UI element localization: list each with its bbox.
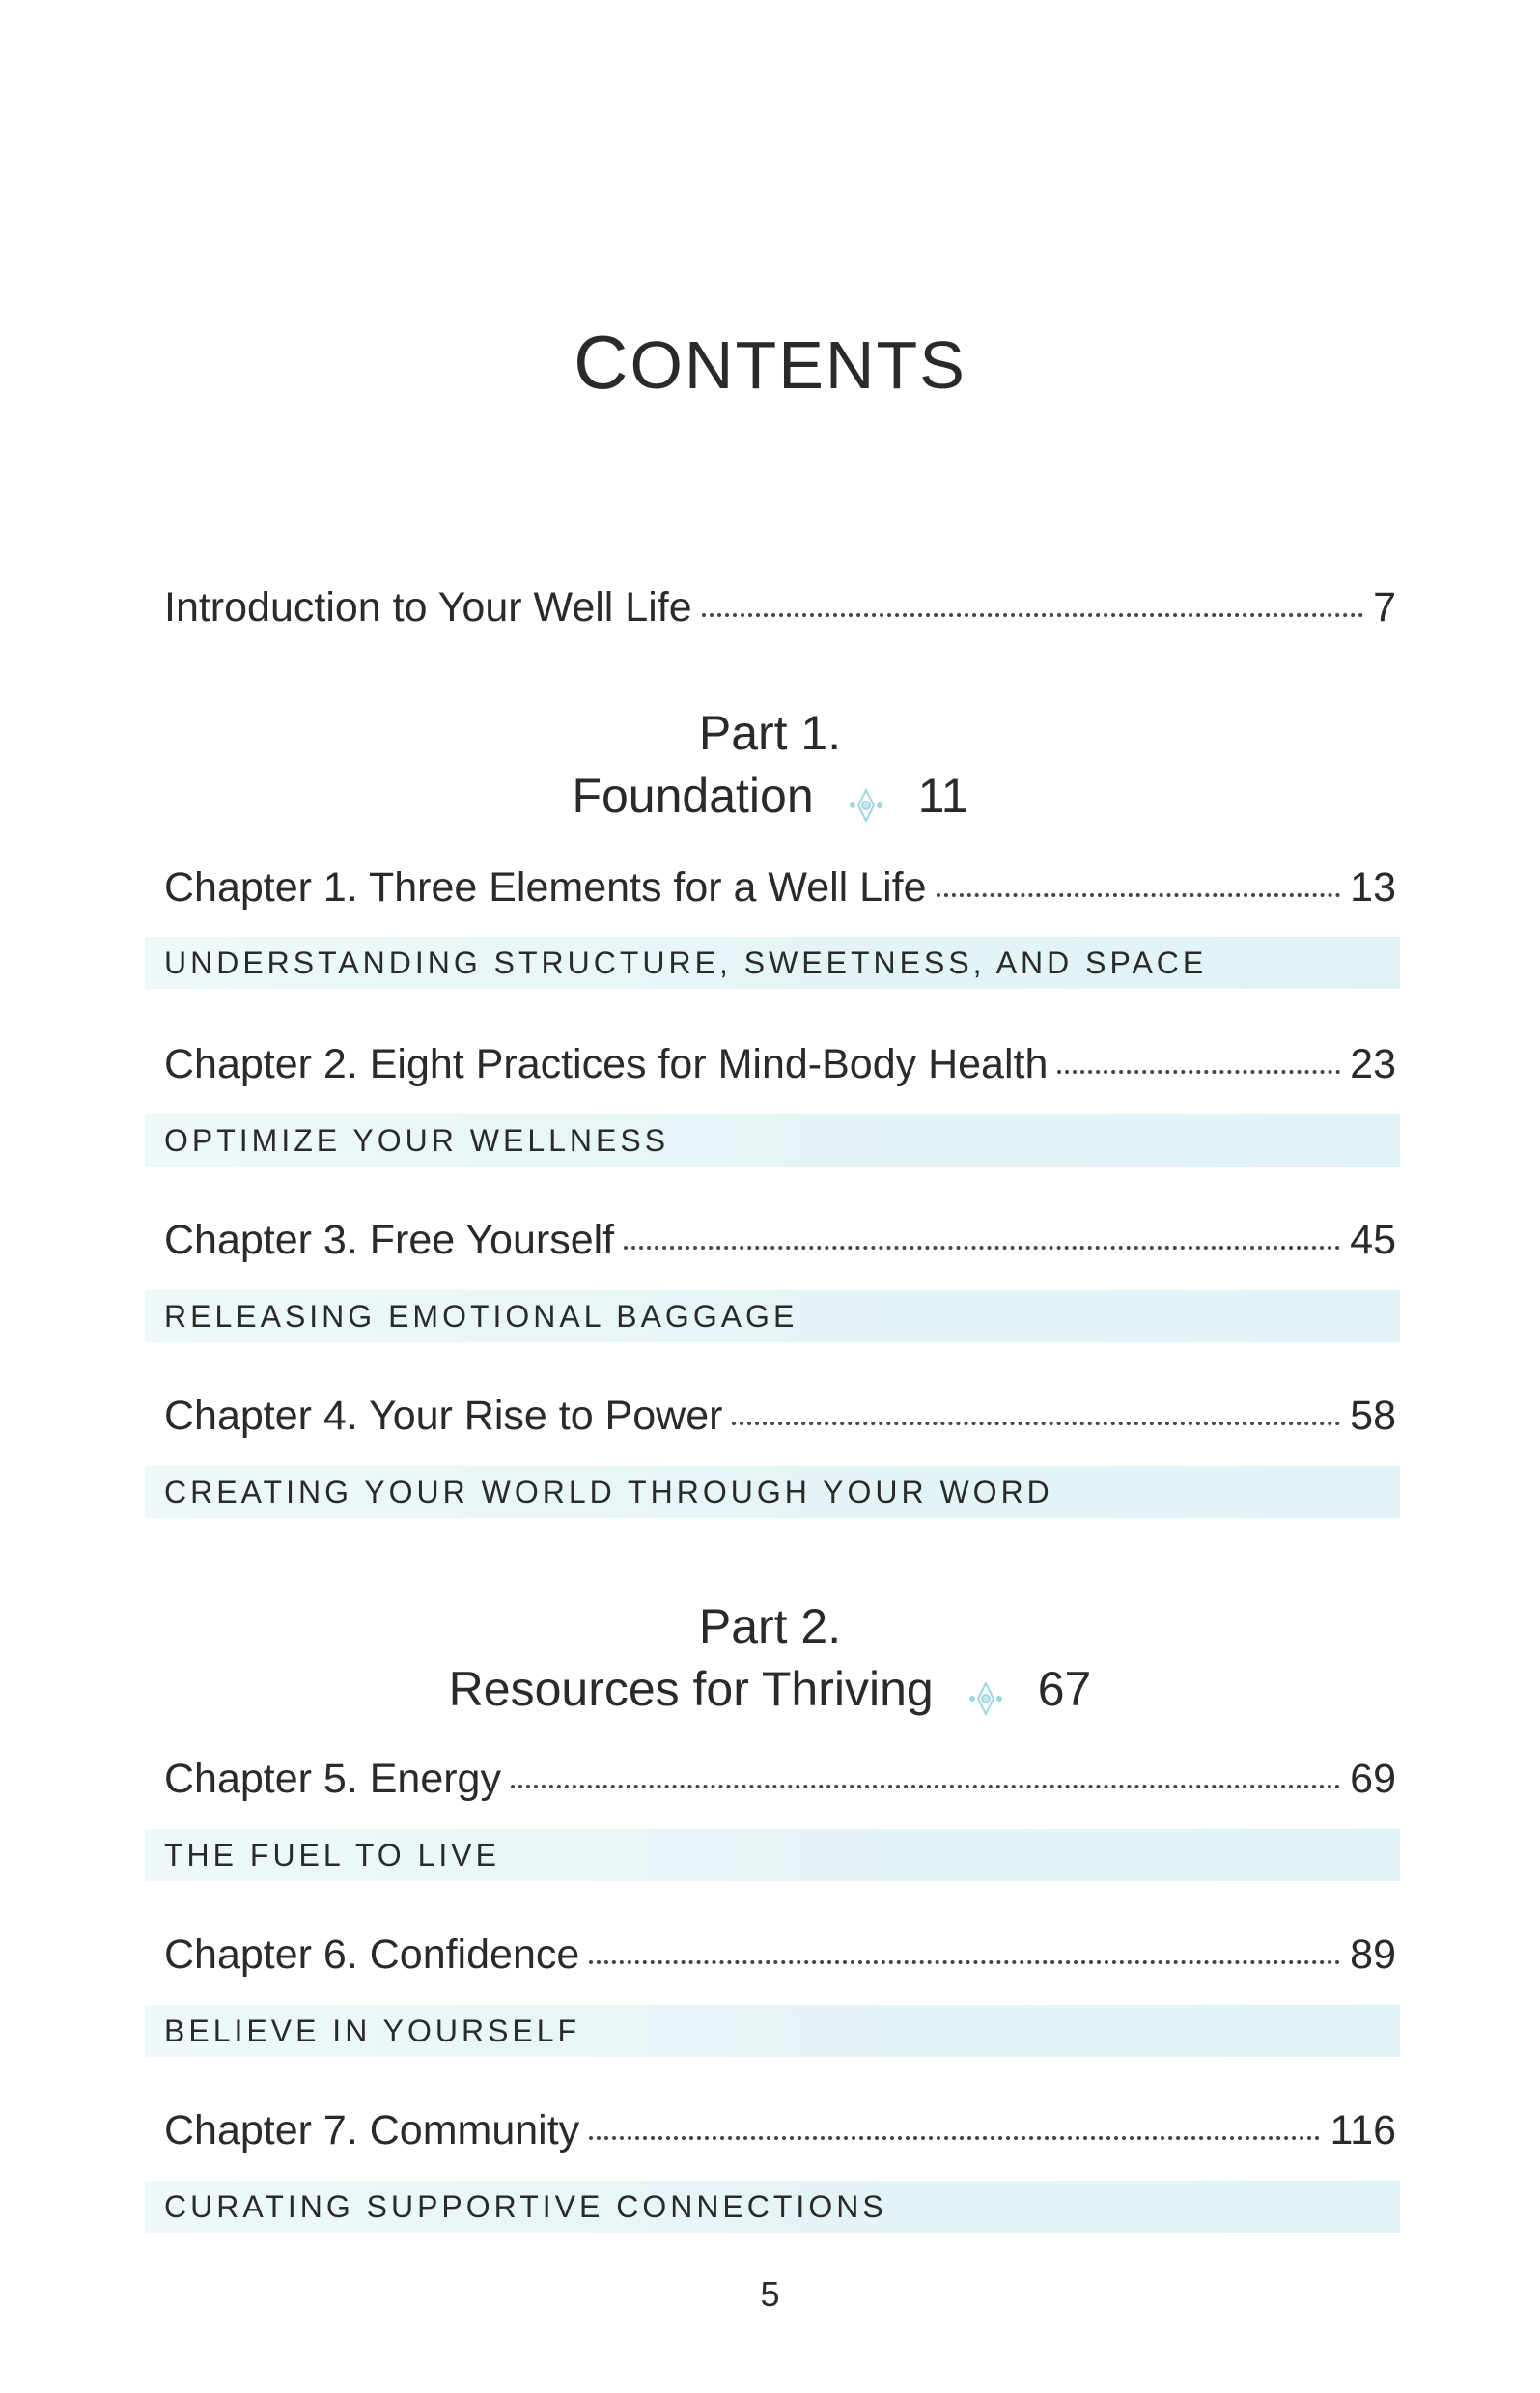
part-page: 11 <box>917 769 968 823</box>
toc-entry-page: 13 <box>1350 864 1396 911</box>
part-name: Resources for Thriving <box>448 1662 934 1716</box>
part-heading: Part 1. <box>698 706 842 760</box>
chapter-subtitle: UNDERSTANDING STRUCTURE, SWEETNESS, AND SPACE <box>145 937 1400 989</box>
toc-entry-chapter-7[interactable] <box>164 2107 1396 2154</box>
dot-leader <box>589 2136 1320 2140</box>
dot-leader <box>589 1960 1340 1964</box>
dot-leader <box>937 893 1341 897</box>
toc-entry-chapter-6[interactable] <box>164 1931 1396 1979</box>
toc-entry-page: 58 <box>1350 1393 1396 1439</box>
toc-entry-chapter-1[interactable] <box>164 864 1396 912</box>
part-title-line[interactable] <box>0 1661 1540 1717</box>
toc-entry-page: 116 <box>1330 2107 1396 2154</box>
toc-entry-label: Chapter 3. Free Yourself <box>164 1217 615 1263</box>
chapter-subtitle: OPTIMIZE YOUR WELLNESS <box>145 1114 1400 1167</box>
toc-entry-introduction[interactable] <box>164 584 1396 632</box>
diamond-flourish-icon <box>966 1674 1005 1712</box>
toc-entry-label: Introduction to Your Well Life <box>164 584 692 631</box>
chapter-subtitle: CREATING YOUR WORLD THROUGH YOUR WORD <box>145 1466 1400 1518</box>
chapter-subtitle: CURATING SUPPORTIVE CONNECTIONS <box>145 2181 1400 2233</box>
dot-leader <box>702 613 1363 617</box>
toc-entry-chapter-2[interactable] <box>164 1041 1396 1088</box>
toc-entry-chapter-5[interactable] <box>164 1756 1396 1803</box>
toc-entry-chapter-3[interactable] <box>164 1217 1396 1264</box>
toc-entry-page: 89 <box>1350 1931 1396 1978</box>
toc-entry-label: Chapter 5. Energy <box>164 1756 501 1802</box>
page-number: 5 <box>760 2274 780 2314</box>
toc-entry-chapter-4[interactable] <box>164 1393 1396 1440</box>
toc-entry-label: Chapter 2. Eight Practices for Mind-Body Health <box>164 1041 1049 1087</box>
toc-entry-page: 69 <box>1350 1756 1396 1802</box>
part-title-line[interactable] <box>0 768 1540 824</box>
part-page: 67 <box>1037 1662 1092 1716</box>
diamond-flourish-icon <box>847 780 885 819</box>
toc-entry-page: 7 <box>1373 584 1396 631</box>
toc-entry-label: Chapter 6. Confidence <box>164 1931 580 1978</box>
dot-leader <box>732 1422 1340 1425</box>
chapter-subtitle: THE FUEL TO LIVE <box>145 1829 1400 1881</box>
page-title: CONTENTS <box>574 320 966 405</box>
dot-leader <box>624 1246 1340 1250</box>
toc-entry-page: 45 <box>1350 1217 1396 1263</box>
toc-entry-label: Chapter 1. Three Elements for a Well Life <box>164 864 927 911</box>
chapter-subtitle: RELEASING EMOTIONAL BAGGAGE <box>145 1290 1400 1342</box>
toc-entry-page: 23 <box>1350 1041 1396 1087</box>
part-heading: Part 2. <box>698 1599 842 1653</box>
part-name: Foundation <box>572 769 814 823</box>
dot-leader <box>1057 1070 1340 1074</box>
dot-leader <box>511 1785 1340 1788</box>
chapter-subtitle: BELIEVE IN YOURSELF <box>145 2005 1400 2057</box>
toc-entry-label: Chapter 4. Your Rise to Power <box>164 1393 723 1439</box>
toc-entry-label: Chapter 7. Community <box>164 2107 580 2154</box>
